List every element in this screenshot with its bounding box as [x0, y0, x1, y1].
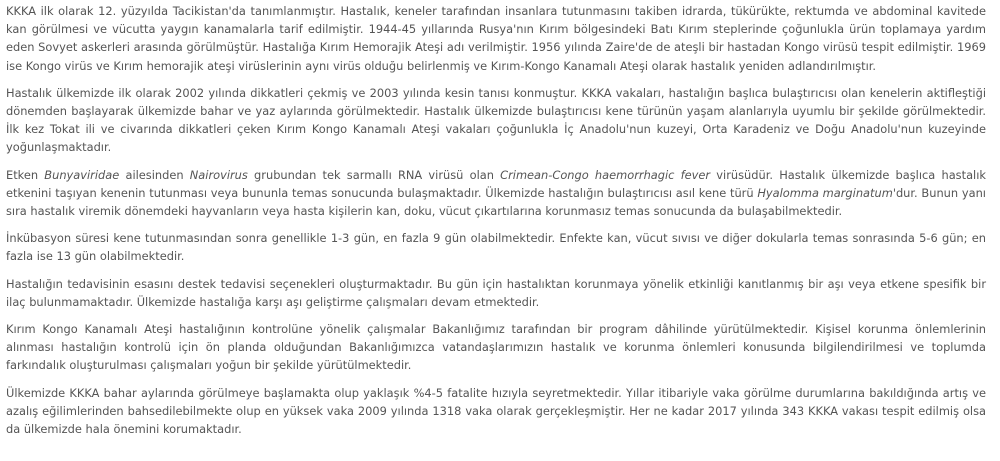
paragraph-statistics: Ülkemizde KKKA bahar aylarında görülmeye başlamakta olup yaklaşık %4-5 fatalite hızıyla seyretmektedir. Yıllar itibariyle vaka görülme durumlarına bakıldığında artış ve azalış eğilimlerinden bahsedilebilmekte olup en yüksek vaka 2009 yılında 1318 vaka olarak gerçekleşmiştir. Her ne kadar 2017 yılında 343 KKKA vakası tespit edilmiş olsa da ülkemizde hala önemini korumaktadır. — [6, 385, 986, 437]
paragraph-treatment: Hastalığın tedavisinin esasını destek tedavisi seçenekleri oluşturmaktadır. Bu gün için hastalıktan korunmaya yönelik etkinliği kanıtlanmış bir aşı veya etkene spesifik bir ilaç bulunmamaktadır. Ülkemizde hastalığa karşı aşı geliştirme çalışmaları devam etmektedir. — [6, 276, 986, 309]
paragraph-history: KKKA ilk olarak 12. yüzyılda Tacikistan'da tanımlanmıştır. Hastalık, keneler tarafından insanlara tutunmasını takiben idrarda, tükürükte, rektumda ve abdominal kavitede kan görülmesi ve vücutta yaygın kanamalarla tarif edilmiştir. 1944-45 yıllarında Rusya'nın Kırım bölgesindeki Batı Kırım steplerinde çoğunlukla ürün toplamaya yardım eden Sovyet askerleri arasında görülmüştür. Hastalığa Kırım Hemorajik Ateşi adı verilmiştir. 1956 yılında Zaire'de de ateşli bir hastadan Kongo virüsü tespit edilmiştir. 1969 ise Kongo virüs ve Kırım hemorajik ateşi virüslerinin aynı virüs olduğu belirlenmiş ve Kırım-Kongo Kanamalı Ateşi olarak hastalık yeniden adlandırılmıştır. — [6, 4, 986, 73]
italic-genus-name: Nairovirus — [189, 167, 248, 182]
text-run: 'dur. Bunun yanı sıra hastalık viremik dönemdeki hayvanların veya hasta kişilerin kan, doku, vücut çıkartılarına korunmasız temas sonucunda da bulaşabilmektedir. — [6, 185, 986, 219]
paragraph-agent — [6, 166, 986, 221]
italic-virus-name: Crimean-Congo haemorrhagic fever — [500, 167, 711, 182]
paragraph-control-program: Kırım Kongo Kanamalı Ateşi hastalığının kontrolüne yönelik çalışmalar Bakanlığımız tarafından bir program dâhilinde yürütülmektedir. Kişisel korunma önlemlerinin alınması hastalığın kontrolü için ön planda olduğundan Bakanlığımızca vatandaşlarımızın hastalık ve korunma önlemleri konusunda bilgilendirilmesi ve toplumda farkındalık oluşturulması çalışmaları yoğun bir şekilde yürütülmektedir. — [6, 322, 986, 373]
text-run: Etken — [6, 167, 45, 182]
paragraph-turkey-emergence: Hastalık ülkemizde ilk olarak 2002 yılında dikkatleri çekmiş ve 2003 yılında kesin tanısı konmuştur. KKKA vakaları, hastalığın başlıca bulaştırıcısı olan kenelerin aktifleştiği dönemden başlayarak ülkemizde bahar ve yaz aylarında görülmektedir. Hastalık ülkemizde bulaştırıcısı kene türünün yaşam alanlarıyla uyumlu bir şekilde görülmektedir. İlk kez Tokat ili ve civarında dikkatleri çeken Kırım Kongo Kanamalı Ateşi vakaları çoğunlukla İç Anadolu'nun kuzeyi, Orta Karadeniz ve Doğu Anadolu'nun kuzeyinde yoğunlaşmaktadır. — [6, 85, 986, 155]
italic-family-name: Bunyaviridae — [44, 167, 120, 182]
text-run: ailesinden — [119, 167, 190, 182]
italic-tick-species: Hyalomma marginatum — [757, 185, 893, 200]
text-run: virüsüdür. Hastalık ülkemizde başlıca hastalık etkenini taşıyan kenenin tutunması veya bununla temas sonucunda bulaşmaktadır. Ülkemizde hastalığın bulaştırıcısı asıl kene türü — [6, 167, 986, 200]
text-run: grubundan tek sarmallı RNA virüsü olan — [247, 167, 501, 182]
paragraph-incubation: İnkübasyon süresi kene tutunmasından sonra genellikle 1-3 gün, en fazla 9 gün olabilmektedir. Enfekte kan, vücut sıvısı ve diğer dokularla temas sonrasında 5-6 gün; en fazla ise 13 gün olabilmektedir. — [6, 231, 986, 264]
